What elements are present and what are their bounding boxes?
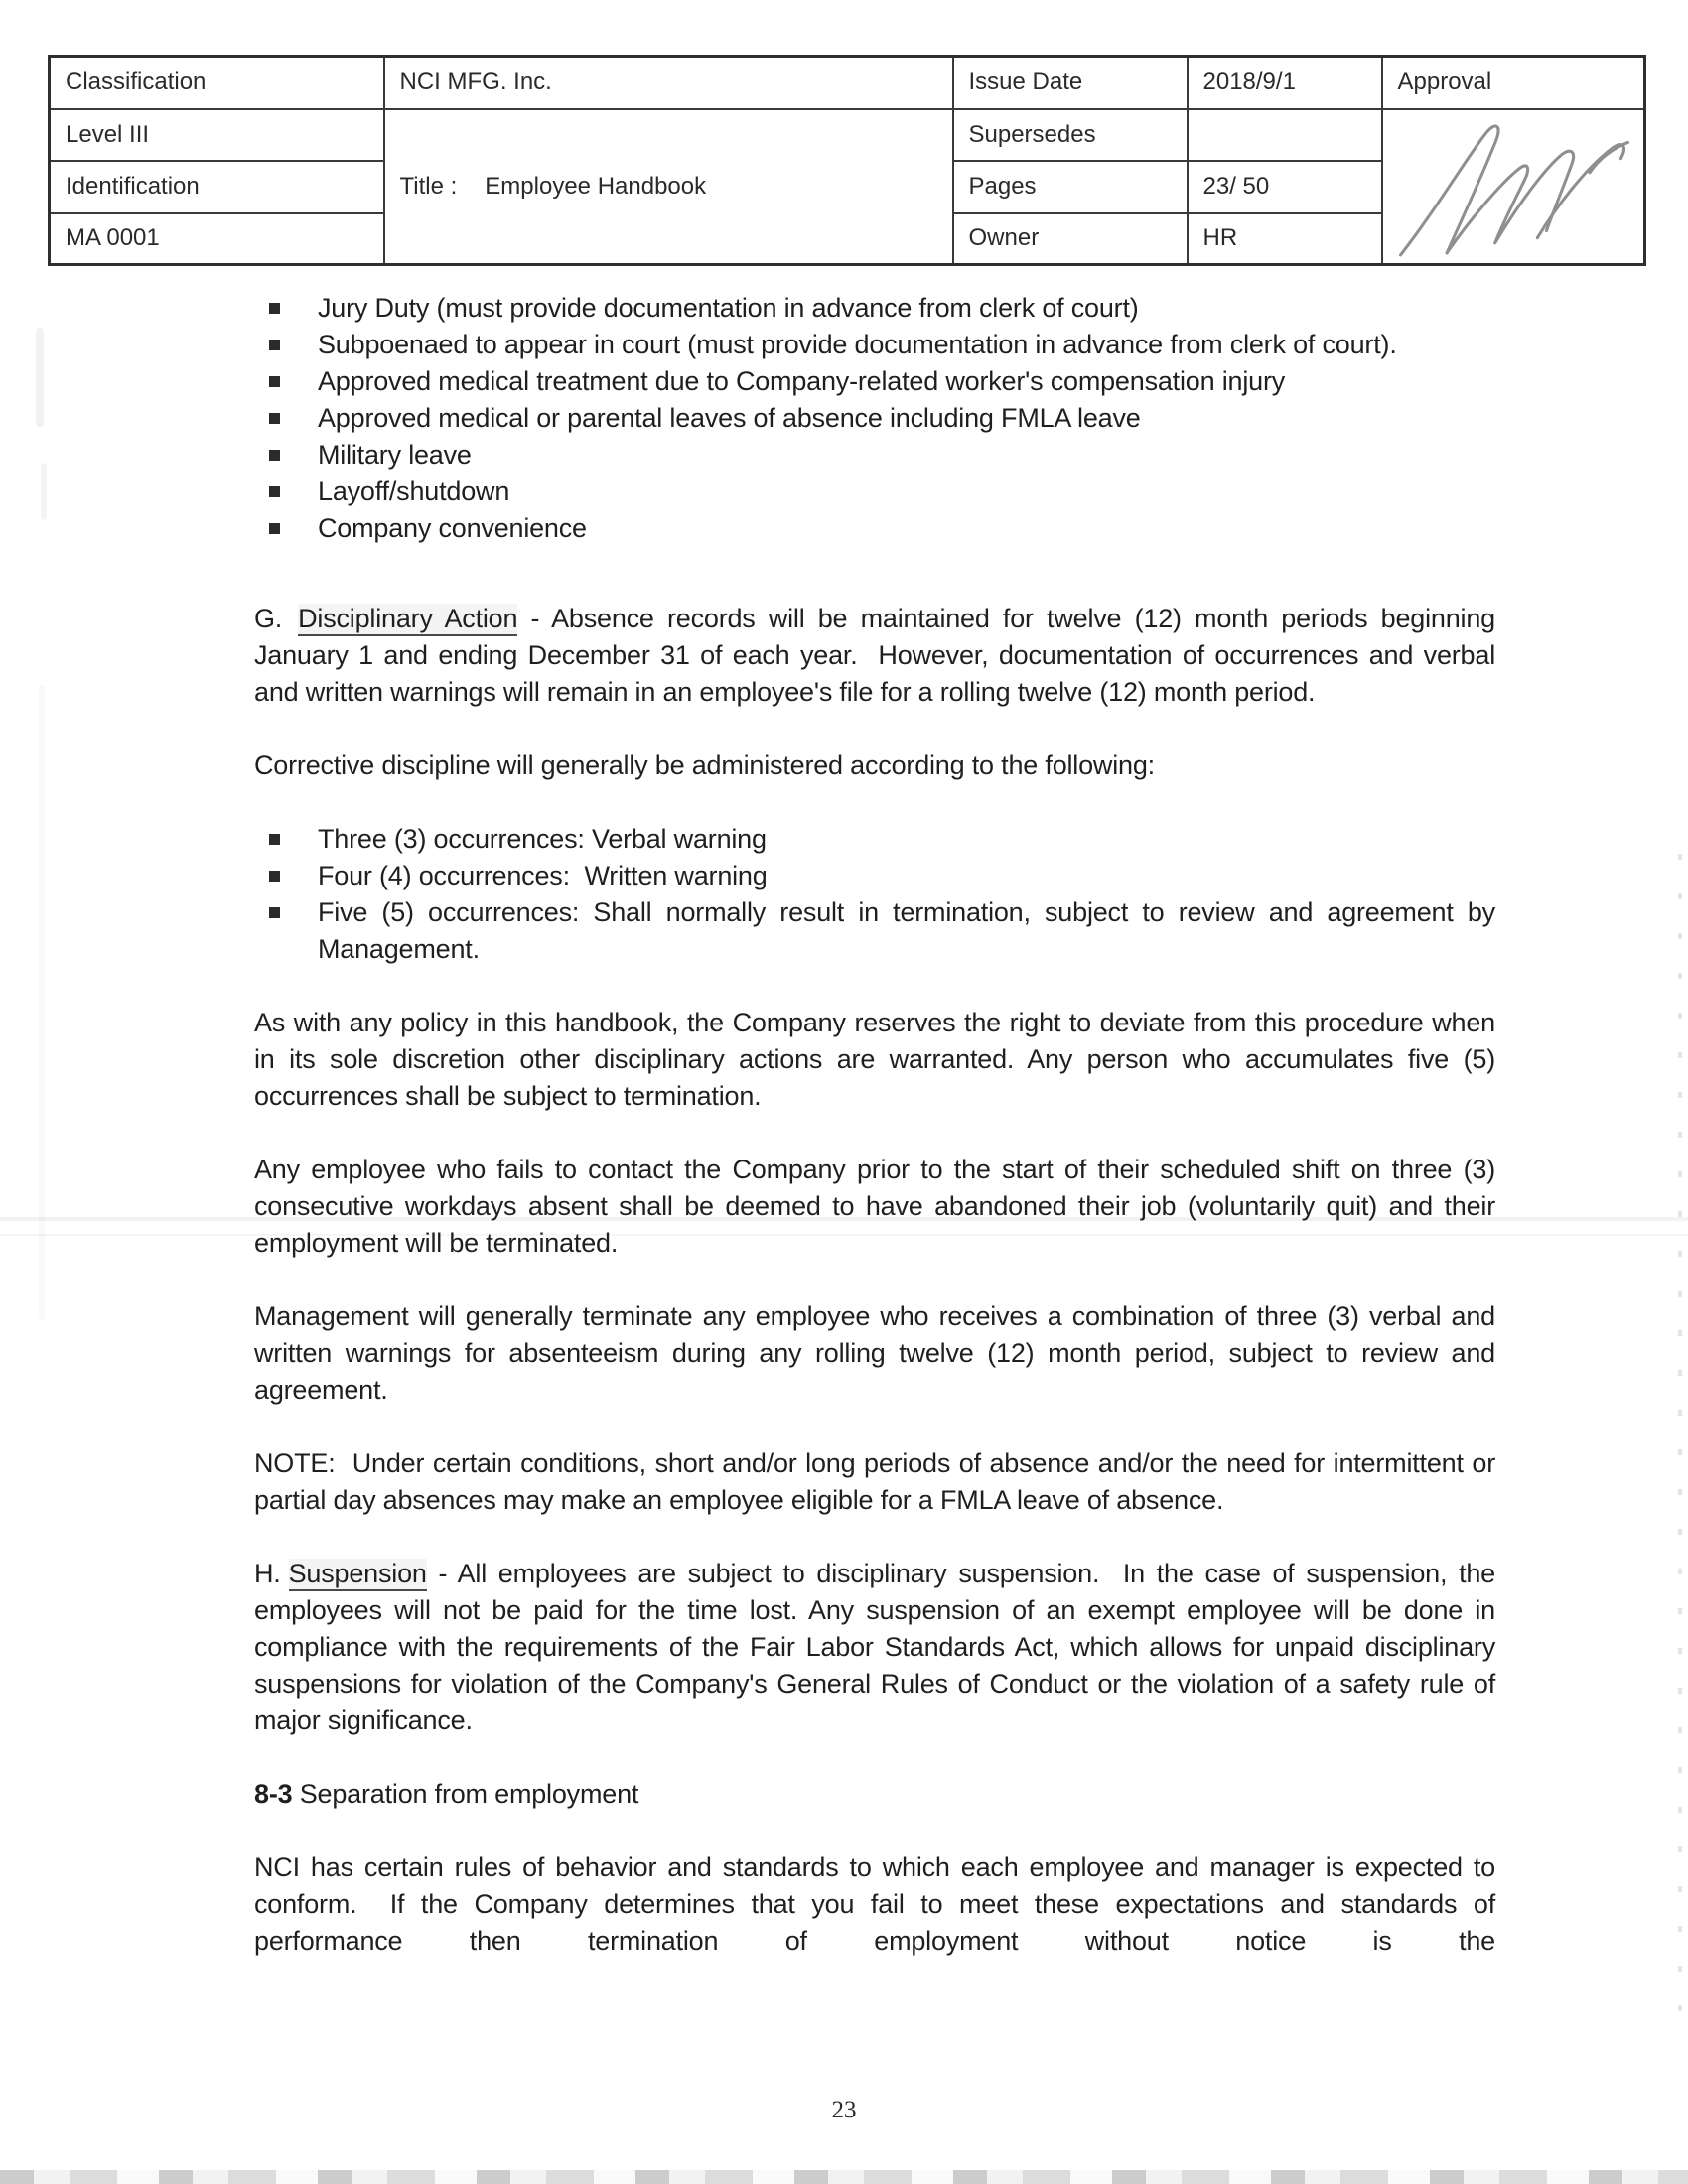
- owner-label-cell: Owner: [953, 213, 1188, 265]
- scan-smudge: [41, 463, 47, 520]
- owner-value-cell: HR: [1188, 213, 1382, 265]
- section-letter: G.: [254, 604, 283, 633]
- suspension-paragraph: [254, 1556, 1495, 1739]
- scan-smudge: [1678, 854, 1682, 2045]
- disciplinary-action-paragraph: [254, 601, 1495, 711]
- issue-date-label-cell: Issue Date: [953, 57, 1188, 109]
- scan-streak: [0, 1234, 1688, 1236]
- discipline-bullet-list: [254, 821, 1495, 968]
- pages-label-cell: Pages: [953, 161, 1188, 213]
- section-number: 8-3: [254, 1779, 293, 1809]
- document-header-table: [48, 55, 1646, 266]
- bullet-item: Company convenience: [254, 510, 1495, 547]
- scan-smudge: [39, 685, 45, 1320]
- section-letter: H.: [254, 1559, 281, 1588]
- approval-signature-cell: [1382, 109, 1645, 265]
- page-number: 23: [831, 2097, 857, 2123]
- company-name-cell: NCI MFG. Inc.: [384, 57, 953, 109]
- signature-icon: [1387, 112, 1641, 263]
- supersedes-value-cell: [1188, 109, 1382, 161]
- bullet-item: Five (5) occurrences: Shall normally result in termination, subject to review and agreement by Management.: [254, 894, 1495, 968]
- management-termination-paragraph: Management will generally terminate any employee who receives a combination of three (3) verbal and written warnings for absenteeism during any rolling twelve (12) month period, subject to review and agreement.: [254, 1301, 1495, 1405]
- separation-paragraph: NCI has certain rules of behavior and standards to which each employee and manager is expected to conform. If the Company determines that you fail to meet these expectations and standards of performance then termination of employment without notice is the: [254, 1852, 1495, 1956]
- identification-label-cell: Identification: [50, 161, 384, 213]
- identification-value-cell: MA 0001: [50, 213, 384, 265]
- title-label: Title :: [399, 172, 458, 200]
- excused-absence-bullet-list: [254, 290, 1495, 547]
- bullet-item: Three (3) occurrences: Verbal warning: [254, 821, 1495, 858]
- bullet-item: Subpoenaed to appear in court (must provide documentation in advance from clerk of court).: [254, 327, 1495, 363]
- classification-value-cell: Level III: [50, 109, 384, 161]
- title-value: Employee Handbook: [485, 172, 707, 200]
- policy-deviation-paragraph: As with any policy in this handbook, the Company reserves the right to deviate from this procedure when in its sole discretion other disciplinary actions are warranted. Any person who accumulates five (5) occurrences shall be subject to termination.: [254, 1008, 1495, 1111]
- corrective-discipline-paragraph: Corrective discipline will generally be administered according to the following:: [254, 751, 1155, 780]
- scan-edge-band: [0, 2170, 1688, 2184]
- bullet-item: Military leave: [254, 437, 1495, 474]
- disciplinary-action-heading: Disciplinary Action: [298, 604, 517, 636]
- pages-value-cell: 23/ 50: [1188, 161, 1382, 213]
- suspension-heading: Suspension: [289, 1559, 427, 1591]
- fmla-note-paragraph: NOTE: Under certain conditions, short and/or long periods of absence and/or the need for intermittent or partial day absences may make an employee eligible for a FMLA leave of absence.: [254, 1448, 1495, 1515]
- section-8-3-heading: [254, 1776, 1495, 1813]
- document-title-cell: [384, 109, 953, 265]
- bullet-item: Approved medical or parental leaves of absence including FMLA leave: [254, 400, 1495, 437]
- bullet-item: Jury Duty (must provide documentation in advance from clerk of court): [254, 290, 1495, 327]
- page-body: [254, 290, 1495, 1960]
- approval-label-cell: Approval: [1382, 57, 1645, 109]
- paragraph-text: - Absence records will be maintained for twelve (12) month periods beginning January 1 and ending December 31 of each year. However, documentation of occurrences and verbal and written warnings will remain in an employee's file for a rolling twelve (12) month period.: [254, 604, 1495, 707]
- bullet-item: Approved medical treatment due to Company-related worker's compensation injury: [254, 363, 1495, 400]
- issue-date-value-cell: 2018/9/1: [1188, 57, 1382, 109]
- scan-streak: [0, 1217, 1688, 1221]
- scan-smudge: [36, 328, 44, 427]
- section-title: Separation from employment: [292, 1779, 639, 1809]
- supersedes-label-cell: Supersedes: [953, 109, 1188, 161]
- bullet-item: Layoff/shutdown: [254, 474, 1495, 510]
- classification-label-cell: Classification: [50, 57, 384, 109]
- bullet-item: Four (4) occurrences: Written warning: [254, 858, 1495, 894]
- paragraph-text: - All employees are subject to disciplinary suspension. In the case of suspension, the employees will not be paid for the time lost. Any suspension of an exempt employee will be done in compliance with the requirements of the Fair Labor Standards Act, which allows for unpaid disciplinary suspensions for violation of the Company's General Rules of Conduct or the violation of a safety rule of major significance.: [254, 1559, 1495, 1735]
- no-contact-paragraph: Any employee who fails to contact the Company prior to the start of their scheduled shift on three (3) consecutive workdays absent shall be deemed to have abandoned their job (voluntarily quit) and their employment will be terminated.: [254, 1155, 1495, 1258]
